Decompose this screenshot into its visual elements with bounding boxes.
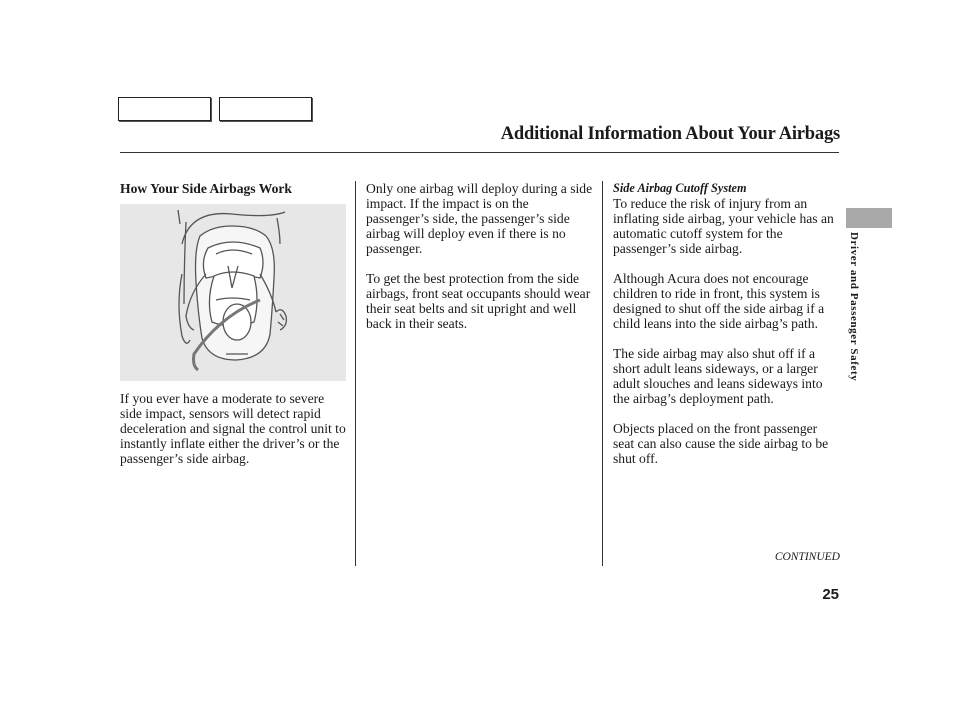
paragraph: Objects placed on the front passenger seat can also cause the side airbag to be shut off. xyxy=(613,421,829,466)
paragraph: To reduce the risk of injury from an inflating side airbag, your vehicle has an automatic cutoff system for the passenger’s side airbag. xyxy=(613,196,834,256)
nav-button-1[interactable] xyxy=(118,97,211,121)
section-tab-marker xyxy=(846,208,892,228)
section-tab-label: Driver and Passenger Safety xyxy=(848,232,860,382)
paragraph: The side airbag may also shut off if a short adult leans sideways, or a larger adult slouches and leans sideways into the airbag’s deployment path. xyxy=(613,346,823,406)
column-3 xyxy=(613,181,841,466)
column-divider xyxy=(355,181,356,566)
page-number: 25 xyxy=(822,586,839,603)
seat-occupant-drawing xyxy=(120,204,346,381)
paragraph: Only one airbag will deploy during a side impact. If the impact is on the passenger’s side, the passenger’s side airbag will deploy even if there is no passenger. xyxy=(366,181,593,256)
side-airbag-illustration xyxy=(120,204,346,381)
paragraph: If you ever have a moderate to severe side impact, sensors will detect rapid deceleration and signal the control unit to instantly inflate either the driver’s or the passenger’s side airbag. xyxy=(120,391,346,466)
continued-label: CONTINUED xyxy=(774,551,840,563)
paragraph: Although Acura does not encourage children to ride in front, this system is designed to shut off the side airbag if a child leans into the side airbag’s path. xyxy=(613,271,825,331)
title-rule xyxy=(120,152,839,153)
section-heading: Side Airbag Cutoff System xyxy=(613,181,747,195)
page-title: Additional Information About Your Airbags xyxy=(500,124,840,144)
nav-button-2[interactable] xyxy=(219,97,312,121)
column-2 xyxy=(366,181,594,331)
paragraph: To get the best protection from the side airbags, front seat occupants should wear their seat belts and sit upright and well back in their seats. xyxy=(366,271,591,331)
column-1 xyxy=(120,181,348,466)
column-divider xyxy=(602,181,603,566)
section-heading: How Your Side Airbags Work xyxy=(120,181,292,196)
